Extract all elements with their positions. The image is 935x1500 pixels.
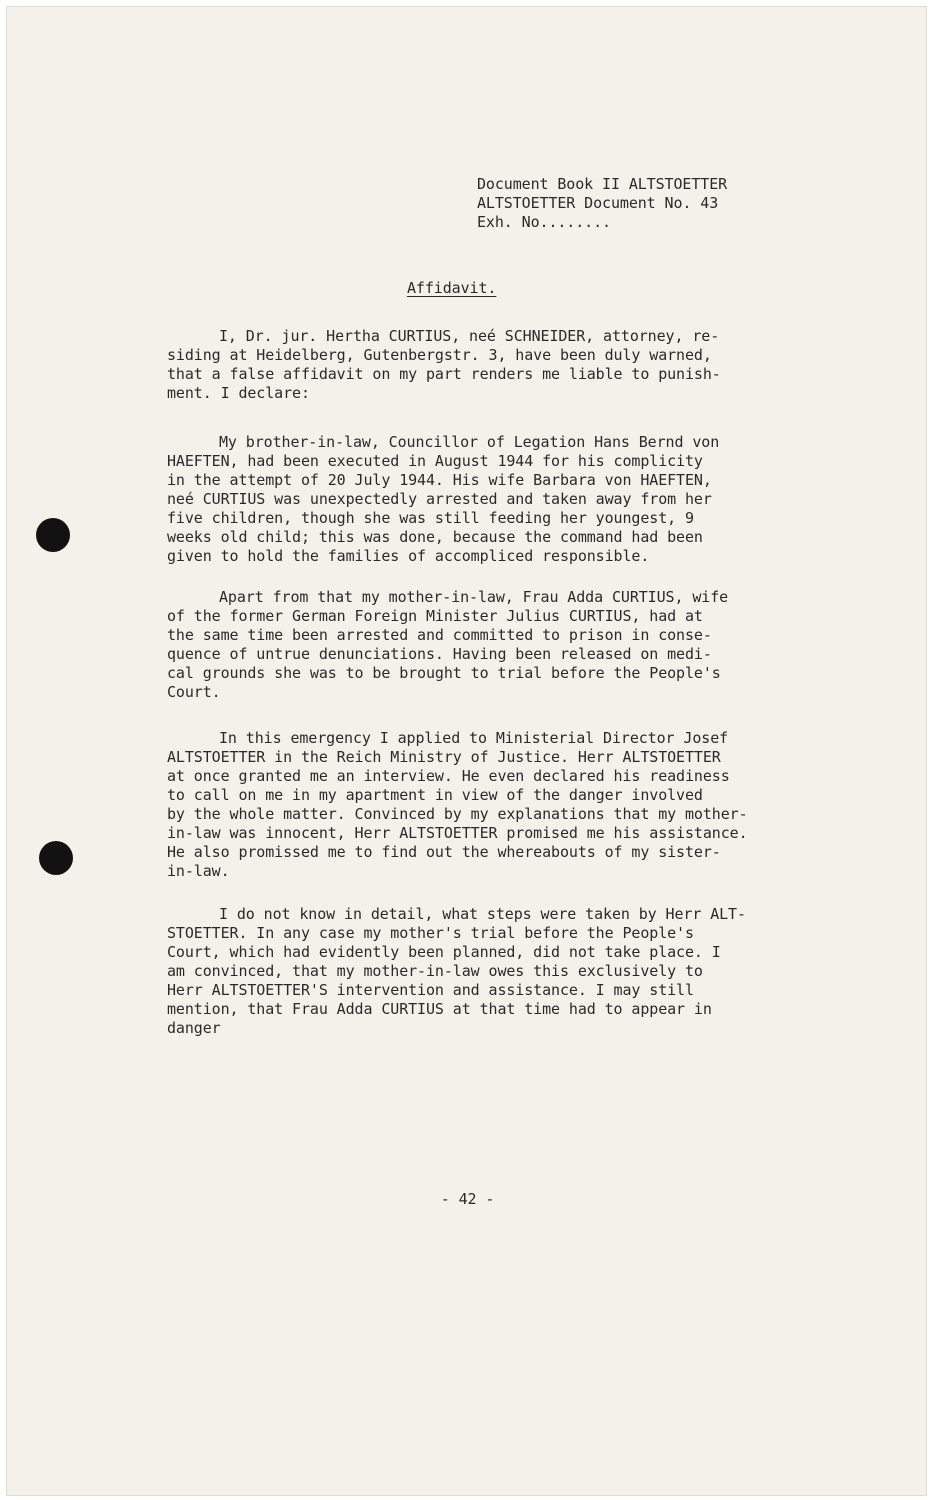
punch-hole bbox=[36, 518, 70, 552]
paragraph-line: in-law was innocent, Herr ALTSTOETTER promised me his assistance. bbox=[167, 824, 748, 842]
paragraph-line: Court. bbox=[167, 683, 221, 701]
paragraph-line: Court, which had evidently been planned, did not take place. I bbox=[167, 943, 721, 961]
paragraph-line: five children, though she was still feeding her youngest, 9 bbox=[167, 509, 694, 527]
document-title: Affidavit. bbox=[407, 279, 497, 297]
paragraph-line: He also promissed me to find out the whereabouts of my sister- bbox=[167, 843, 721, 861]
paragraph-line: at once granted me an interview. He even declared his readiness bbox=[167, 767, 730, 785]
paragraph-line: cal grounds she was to be brought to trial before the People's bbox=[167, 664, 721, 682]
paragraph-2 bbox=[167, 433, 807, 566]
paragraph-line: ment. I declare: bbox=[167, 384, 310, 402]
document-page bbox=[6, 6, 927, 1496]
header-line-book: Document Book II ALTSTOETTER bbox=[477, 175, 728, 193]
paragraph-line: siding at Heidelberg, Gutenbergstr. 3, have been duly warned, bbox=[167, 346, 712, 364]
paragraph-line: by the whole matter. Convinced by my explanations that my mother- bbox=[167, 805, 748, 823]
paragraph-4 bbox=[167, 729, 807, 881]
paragraph-line: Herr ALTSTOETTER'S intervention and assistance. I may still bbox=[167, 981, 694, 999]
paragraph-5 bbox=[167, 905, 807, 1038]
paragraph-line: STOETTER. In any case my mother's trial before the People's bbox=[167, 924, 694, 942]
page-number: - 42 - bbox=[440, 1190, 495, 1208]
paragraph-line: the same time been arrested and committed to prison in conse- bbox=[167, 626, 712, 644]
paragraph-line: given to hold the families of accompliced responsible. bbox=[167, 547, 650, 565]
paragraph-line: in the attempt of 20 July 1944. His wife Barbara von HAEFTEN, bbox=[167, 471, 712, 489]
paragraph-line: am convinced, that my mother-in-law owes this exclusively to bbox=[167, 962, 703, 980]
paragraph-line: ALTSTOETTER in the Reich Ministry of Justice. Herr ALTSTOETTER bbox=[167, 748, 721, 766]
paragraph-line: I, Dr. jur. Hertha CURTIUS, neé SCHNEIDER, attorney, re- bbox=[219, 327, 720, 345]
punch-hole bbox=[39, 841, 73, 875]
paragraph-line: danger bbox=[167, 1019, 221, 1037]
paragraph-3 bbox=[167, 588, 807, 702]
paragraph-line: neé CURTIUS was unexpectedly arrested and taken away from her bbox=[167, 490, 712, 508]
header-line-exhibit-number: Exh. No........ bbox=[477, 213, 611, 231]
paragraph-line: In this emergency I applied to Ministerial Director Josef bbox=[219, 729, 729, 747]
paragraph-line: to call on me in my apartment in view of the danger involved bbox=[167, 786, 703, 804]
paragraph-line: quence of untrue denunciations. Having been released on medi- bbox=[167, 645, 712, 663]
paragraph-line: weeks old child; this was done, because the command had been bbox=[167, 528, 703, 546]
paragraph-line: of the former German Foreign Minister Julius CURTIUS, had at bbox=[167, 607, 703, 625]
paragraph-line: that a false affidavit on my part renders me liable to punish- bbox=[167, 365, 721, 383]
paragraph-line: I do not know in detail, what steps were taken by Herr ALT- bbox=[219, 905, 746, 923]
paragraph-1 bbox=[167, 327, 807, 403]
paragraph-line: in-law. bbox=[167, 862, 230, 880]
paragraph-line: Apart from that my mother-in-law, Frau Adda CURTIUS, wife bbox=[219, 588, 729, 606]
paragraph-line: mention, that Frau Adda CURTIUS at that time had to appear in bbox=[167, 1000, 712, 1018]
paragraph-line: My brother-in-law, Councillor of Legation Hans Bernd von bbox=[219, 433, 720, 451]
header-line-document-number: ALTSTOETTER Document No. 43 bbox=[477, 194, 719, 212]
paragraph-line: HAEFTEN, had been executed in August 1944 for his complicity bbox=[167, 452, 703, 470]
document-header bbox=[477, 175, 897, 232]
